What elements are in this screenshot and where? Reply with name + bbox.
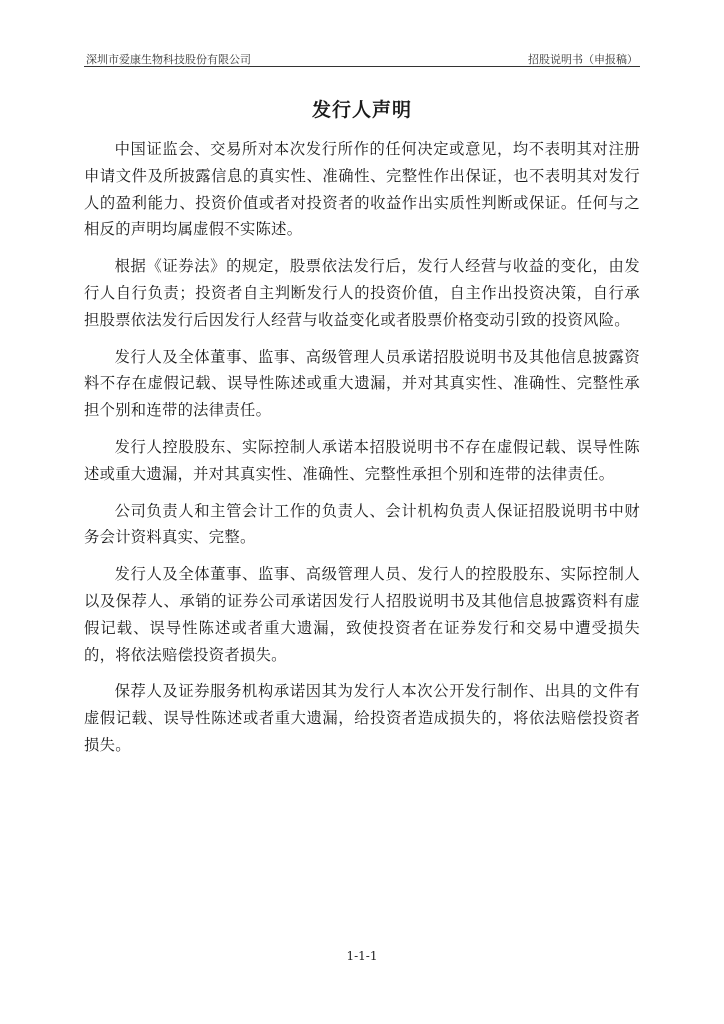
paragraph-6: 发行人及全体董事、监事、高级管理人员、发行人的控股股东、实际控制人以及保荐人、承销的证券公司承诺因发行人招股说明书及其他信息披露资料有虚假记载、误导性陈述或者重大遗漏，致使投资者在证券发行和交易中遭受损失的，将依法赔偿投资者损失。 [84,565,640,664]
paragraph-1: 中国证监会、交易所对本次发行所作的任何决定或意见，均不表明其对注册申请文件及所披露信息的真实性、准确性、完整性作出保证，也不表明其对发行人的盈利能力、投资价值或者对投资者的收益作出实质性判断或保证。任何与之相反的声明均属虚假不实陈述。 [84,140,640,239]
paragraph-3: 发行人及全体董事、监事、高级管理人员承诺招股说明书及其他信息披露资料不存在虚假记载、误导性陈述或重大遗漏，并对其真实性、准确性、完整性承担个别和连带的法律责任。 [84,347,640,420]
paragraph-4: 发行人控股股东、实际控制人承诺本招股说明书不存在虚假记载、误导性陈述或重大遗漏，并对其真实性、准确性、完整性承担个别和连带的法律责任。 [84,437,640,483]
declaration-body [84,136,640,769]
page-number: 1-1-1 [346,949,378,963]
paragraph-5: 公司负责人和主管会计工作的负责人、会计机构负责人保证招股说明书中财务会计资料真实、完整。 [84,501,640,547]
page-header [84,50,640,67]
header-document-name: 招股说明书（申报稿） [528,53,638,66]
page-title: 发行人声明 [311,99,412,121]
paragraph-2: 根据《证券法》的规定，股票依法发行后，发行人经营与收益的变化，由发行人自行负责；投资者自主判断发行人的投资价值，自主作出投资决策，自行承担股票依法发行后因发行人经营与收益变化或者股票价格变动引致的投资风险。 [84,257,640,329]
header-company-name: 深圳市爱康生物科技股份有限公司 [86,53,251,66]
paragraph-7: 保荐人及证券服务机构承诺因其为发行人本次公开发行制作、出具的文件有虚假记载、误导性陈述或者重大遗漏，给投资者造成损失的，将依法赔偿投资者损失。 [84,682,640,754]
